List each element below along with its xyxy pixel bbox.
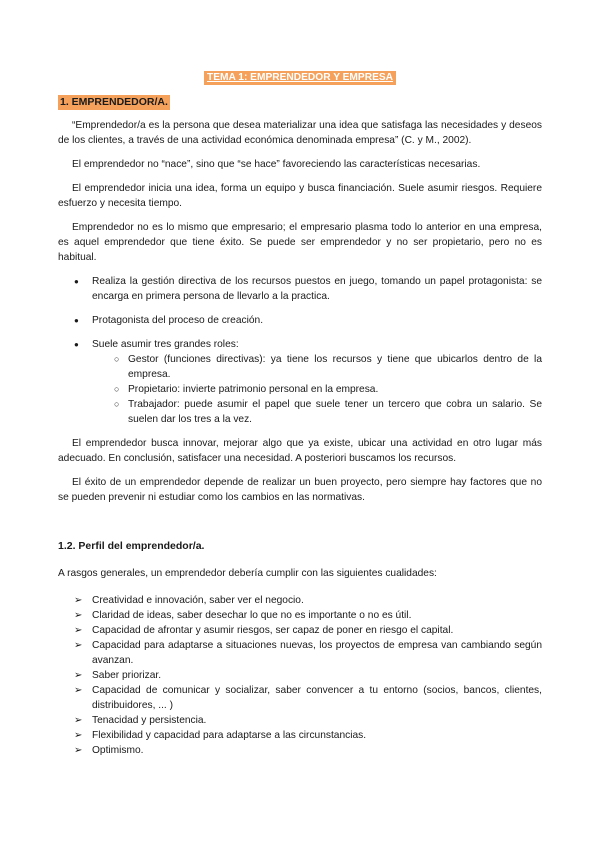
document-title: TEMA 1: EMPRENDEDOR Y EMPRESA [204,71,396,85]
section-2-intro: A rasgos generales, un emprendedor debería cumplir con las siguientes cualidades: [58,568,437,579]
quality-item: ➢ Optimismo. [92,743,542,758]
section-1-heading: 1. EMPRENDEDOR/A. [60,96,168,108]
quality-item: ➢ Tenacidad y persistencia. [92,713,542,728]
quality-item: ➢ Claridad de ideas, saber desechar lo que no es importante o no es útil. [92,608,542,623]
paragraph: El emprendedor busca innovar, mejorar algo que ya existe, ubicar una actividad en otro lugar más adecuado. En conclusión, satisfacer una necesidad. A posteriori buscamos los recursos. [58,438,542,464]
quality-item: ➢ Saber priorizar. [92,668,542,683]
quality-item: ➢ Capacidad de comunicar y socializar, saber convencer a tu entorno (socios, bancos, clientes, distribuidores, ... ) [92,683,542,713]
paragraph: “Emprendedor/a es la persona que desea materializar una idea que satisfaga las necesidades y deseos de los clientes, a través de una actividad económica denominada empresa” (C. y M., 2002). [58,120,542,146]
bullet-item: ● Protagonista del proceso de creación. [92,313,542,328]
sub-item: ○ Propietario: invierte patrimonio personal en la empresa. [128,382,542,397]
qualities-list [58,593,542,758]
bullet-item: ● Realiza la gestión directiva de los recursos puestos en juego, tomando un papel protagonista: se encarga en primera persona de llevarlo a la practica. [92,274,542,304]
bullet-item-roles [92,337,542,427]
bullet-item-text: Suele asumir tres grandes roles: [92,339,239,350]
paragraph: El éxito de un emprendedor depende de realizar un buen proyecto, pero siempre hay factores que no se pueden prevenir ni estudiar como los cambios en las normativas. [58,477,542,503]
sub-item: ○ Trabajador: puede asumir el papel que suele tener un tercero que cobra un salario. Se suelen dar los tres a la vez. [128,397,542,427]
paragraph: El emprendedor inicia una idea, forma un equipo y busca financiación. Suele asumir riesgos. Requiere esfuerzo y necesita tiempo. [58,183,542,209]
roles-sublist [92,352,542,427]
paragraph: Emprendedor no es lo mismo que empresario; el empresario plasma todo lo anterior en una empresa, es aquel emprendedor que tiene éxito. Se puede ser emprendedor y no ser propietario, pero no es habitual. [58,222,542,263]
quality-item: ➢ Capacidad para adaptarse a situaciones nuevas, los proyectos de empresa van cambiando según avanzan. [92,638,542,668]
quality-item: ➢ Capacidad de afrontar y asumir riesgos, ser capaz de poner en riesgo el capital. [92,623,542,638]
title-wrapper [58,70,542,85]
bullet-list [58,274,542,427]
quality-item: ➢ Flexibilidad y capacidad para adaptarse a las circunstancias. [92,728,542,743]
sub-item: ○ Gestor (funciones directivas): ya tiene los recursos y tiene que ubicarlos dentro de la empresa. [128,352,542,382]
paragraph: El emprendedor no “nace”, sino que “se hace” favoreciendo las características necesarias. [72,159,481,170]
quality-item: ➢ Creatividad e innovación, saber ver el negocio. [92,593,542,608]
section-2-heading: 1.2. Perfil del emprendedor/a. [58,540,205,552]
